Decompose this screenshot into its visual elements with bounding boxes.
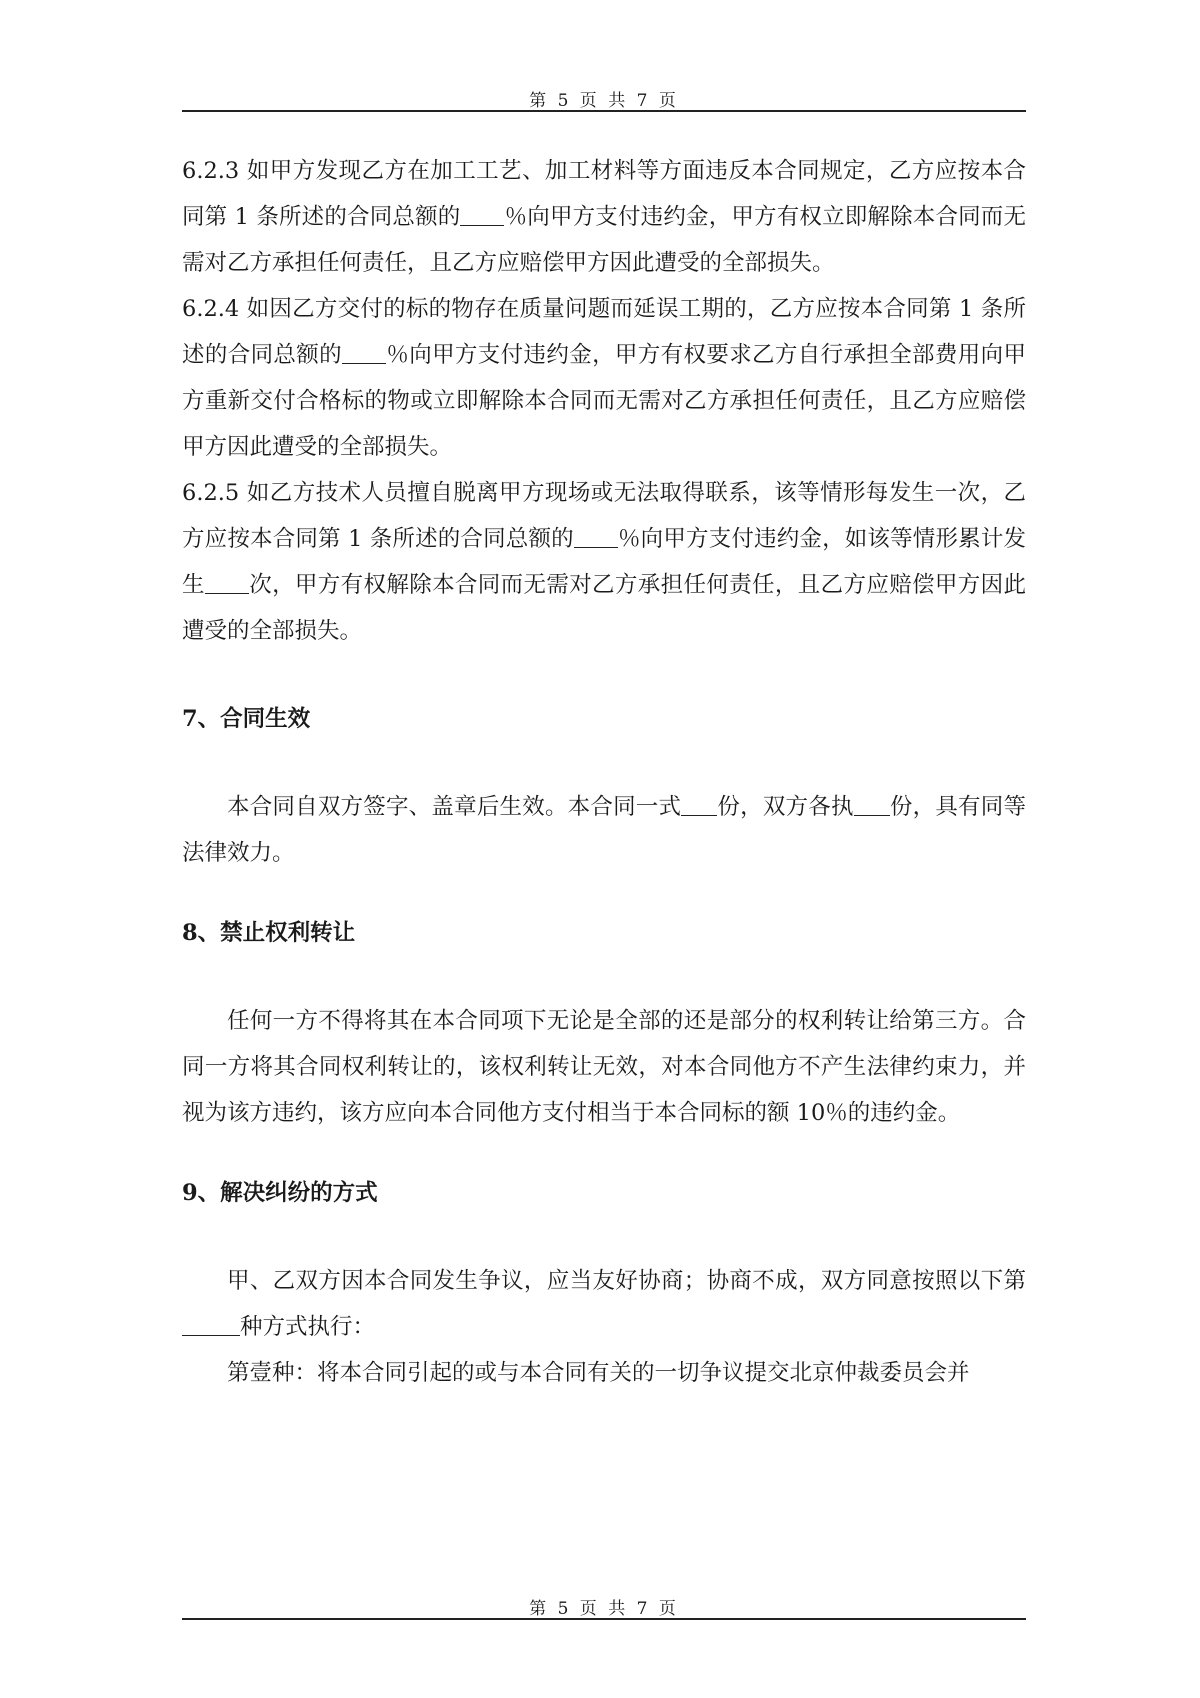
clause-6-2-3 — [182, 148, 1026, 286]
clause-6-2-3-text-b: ％向甲方支付违约金，甲方有权立即解除本合同而无需对乙方承担任何责任，且乙方应赔偿甲方因此遭受的全部损失。 — [182, 204, 1026, 276]
clause-6-2-4-text-b: ％向甲方支付违约金，甲方有权要求乙方自行承担全部费用向甲方重新交付合格标的物或立即解除本合同而无需对乙方承担任何责任，且乙方应赔偿甲方因此遭受的全部损失。 — [182, 342, 1026, 460]
fill-blank — [854, 795, 890, 816]
footer-rule — [182, 1618, 1026, 1620]
section-7-text-b: 份，双方各执 — [717, 794, 854, 820]
spacer — [182, 956, 1026, 998]
clause-6-2-4 — [182, 286, 1026, 470]
section-7-text-c: 份，具有同等法律效力。 — [182, 794, 1026, 866]
fill-blank — [182, 1315, 240, 1336]
clause-6-2-5-text-c: 次，甲方有权解除本合同而无需对乙方承担任何责任，且乙方应赔偿甲方因此遭受的全部损失。 — [182, 572, 1026, 644]
spacer — [182, 654, 1026, 696]
fill-blank — [681, 795, 717, 816]
header-rule — [182, 110, 1026, 112]
page-footer: 第 5 页 共 7 页 — [529, 1599, 679, 1619]
fill-blank — [460, 205, 504, 226]
section-9-option-1: 第壹种：将本合同引起的或与本合同有关的一切争议提交北京仲裁委员会并 — [227, 1360, 970, 1386]
page-header: 第 5 页 共 7 页 — [529, 91, 679, 111]
section-7-heading: 7、合同生效 — [182, 706, 311, 732]
section-9-text-b: 种方式执行： — [240, 1314, 376, 1340]
fill-blank — [342, 343, 386, 364]
clause-6-2-5-text-a: 6.2.5 如乙方技术人员擅自脱离甲方现场或无法取得联系，该等情形每发生一次，乙方应按本合同第 1 条所述的合同总额的 — [182, 480, 1026, 552]
spacer — [182, 742, 1026, 784]
section-9-heading: 9、解决纠纷的方式 — [182, 1180, 378, 1206]
section-8-body: 任何一方不得将其在本合同项下无论是全部的还是部分的权利转让给第三方。合同一方将其合同权利转让的，该权利转让无效，对本合同他方不产生法律约束力，并视为该方违约，该方应向本合同他方支付相当于本合同标的额 10％的违约金。 — [182, 1008, 1026, 1126]
fill-blank — [205, 573, 249, 594]
clause-6-2-3-text-a: 6.2.3 如甲方发现乙方在加工工艺、加工材料等方面违反本合同规定，乙方应按本合同第 1 条所述的合同总额的 — [182, 158, 1026, 230]
spacer — [182, 876, 1026, 910]
clause-6-2-4-text-a: 6.2.4 如因乙方交付的标的物存在质量问题而延误工期的，乙方应按本合同第 1 条所述的合同总额的 — [182, 296, 1026, 368]
section-7-body — [182, 784, 1026, 876]
section-7-text-a: 本合同自双方签字、盖章后生效。本合同一式 — [227, 794, 682, 820]
section-8-heading: 8、禁止权利转让 — [182, 920, 356, 946]
spacer — [182, 1216, 1026, 1258]
document-body — [182, 148, 1026, 1396]
section-9-text-a: 甲、乙双方因本合同发生争议，应当友好协商；协商不成，双方同意按照以下第 — [227, 1268, 1026, 1294]
section-9-body — [182, 1258, 1026, 1350]
spacer — [182, 1136, 1026, 1170]
clause-6-2-5 — [182, 470, 1026, 654]
fill-blank — [574, 527, 618, 548]
clause-6-2-5-text-b: ％向甲方支付违约金，如该等情形累计发生 — [182, 526, 1026, 598]
